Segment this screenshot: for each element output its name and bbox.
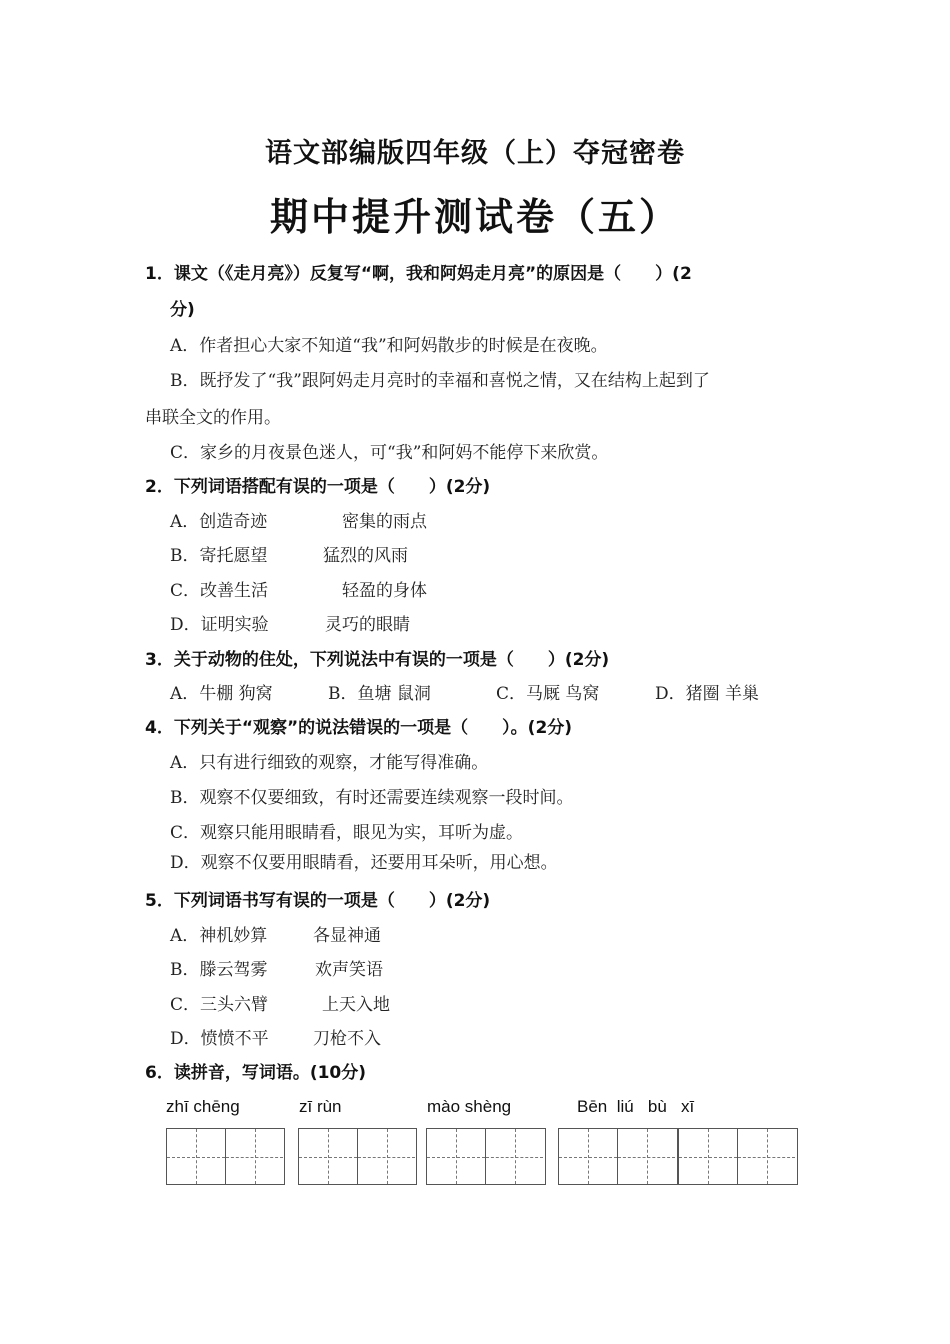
question-1-option-a: A．作者担心大家不知道“我”和阿妈散步的时候是在夜晚。	[170, 336, 608, 356]
grid-cell[interactable]	[679, 1129, 737, 1184]
pinyin-3: mào shèng	[427, 1097, 512, 1116]
question-5-option-b-pair: 欢声笑语	[315, 960, 383, 980]
writing-grid-4a[interactable]	[558, 1128, 678, 1185]
question-1-stem: 1．课文（《走月亮》）反复写“啊，我和阿妈走月亮”的原因是（ ）(2	[145, 264, 692, 284]
question-2-option-b-pair: 猛烈的风雨	[323, 546, 408, 566]
pinyin-1: zhī chēng	[166, 1097, 240, 1116]
question-1-option-b: B．既抒发了“我”跟阿妈走月亮时的幸福和喜悦之情，又在结构上起到了	[170, 371, 710, 391]
grid-cell[interactable]	[167, 1129, 225, 1184]
page-title: 语文部编版四年级（上）夺冠密卷	[265, 138, 685, 169]
page-subtitle: 期中提升测试卷（五）	[269, 195, 680, 239]
grid-cell[interactable]	[485, 1129, 543, 1184]
question-2-stem: 2．下列词语搭配有误的一项是（ ）(2分)	[145, 477, 491, 497]
question-5-option-c: C．三头六臂	[170, 995, 269, 1015]
grid-cell[interactable]	[299, 1129, 357, 1184]
writing-grid-1[interactable]	[166, 1128, 285, 1185]
question-4-stem: 4．下列关于“观察”的说法错误的一项是（ ）。(2分)	[145, 718, 573, 738]
question-4-option-b: B．观察不仅要细致，有时还需要连续观察一段时间。	[170, 788, 574, 808]
grid-cell[interactable]	[427, 1129, 485, 1184]
question-5-option-d-pair: 刀枪不入	[313, 1029, 381, 1049]
grid-cell[interactable]	[559, 1129, 617, 1184]
question-3-stem: 3．关于动物的住处，下列说法中有误的一项是（ ）(2分)	[145, 650, 610, 670]
grid-cell[interactable]	[357, 1129, 415, 1184]
question-5-option-b: B．滕云驾雾	[170, 960, 268, 980]
writing-grid-3[interactable]	[426, 1128, 546, 1185]
question-5-stem: 5．下列词语书写有误的一项是（ ）(2分)	[145, 891, 491, 911]
pinyin-4: Bēn liú bù xī	[577, 1097, 695, 1116]
question-5-option-c-pair: 上天入地	[322, 995, 390, 1015]
question-3-option-b: B．鱼塘 鼠洞	[328, 684, 431, 704]
question-3-option-a: A．牛棚 狗窝	[170, 684, 273, 704]
grid-cell[interactable]	[225, 1129, 283, 1184]
question-2-option-c-pair: 轻盈的身体	[342, 581, 427, 601]
question-4-option-a: A．只有进行细致的观察，才能写得准确。	[170, 753, 489, 773]
question-3-option-d: D．猪圈 羊巢	[655, 684, 760, 704]
question-1-option-b-cont: 串联全文的作用。	[145, 408, 281, 428]
question-2-option-c: C．改善生活	[170, 581, 269, 601]
question-1-stem-cont: 分)	[170, 300, 195, 320]
grid-cell[interactable]	[737, 1129, 795, 1184]
question-2-option-d-pair: 灵巧的眼睛	[325, 615, 410, 635]
question-2-option-d: D．证明实验	[170, 615, 269, 635]
question-2-option-b: B．寄托愿望	[170, 546, 268, 566]
question-4-option-d: D．观察不仅要用眼睛看，还要用耳朵听，用心想。	[170, 853, 558, 873]
question-6-stem: 6．读拼音，写词语。(10分)	[145, 1063, 367, 1083]
question-2-option-a-pair: 密集的雨点	[342, 512, 427, 532]
question-4-option-c: C．观察只能用眼睛看，眼见为实，耳听为虚。	[170, 823, 524, 843]
question-5-option-a: A．神机妙算	[170, 926, 268, 946]
pinyin-2: zī rùn	[299, 1097, 342, 1116]
question-1-option-c: C．家乡的月夜景色迷人，可“我”和阿妈不能停下来欣赏。	[170, 443, 609, 463]
question-2-option-a: A．创造奇迹	[170, 512, 268, 532]
grid-cell[interactable]	[617, 1129, 675, 1184]
question-5-option-a-pair: 各显神通	[313, 926, 381, 946]
writing-grid-4b[interactable]	[678, 1128, 798, 1185]
writing-grid-2[interactable]	[298, 1128, 417, 1185]
question-5-option-d: D．愤愤不平	[170, 1029, 269, 1049]
question-3-option-c: C．马厩 鸟窝	[496, 684, 600, 704]
